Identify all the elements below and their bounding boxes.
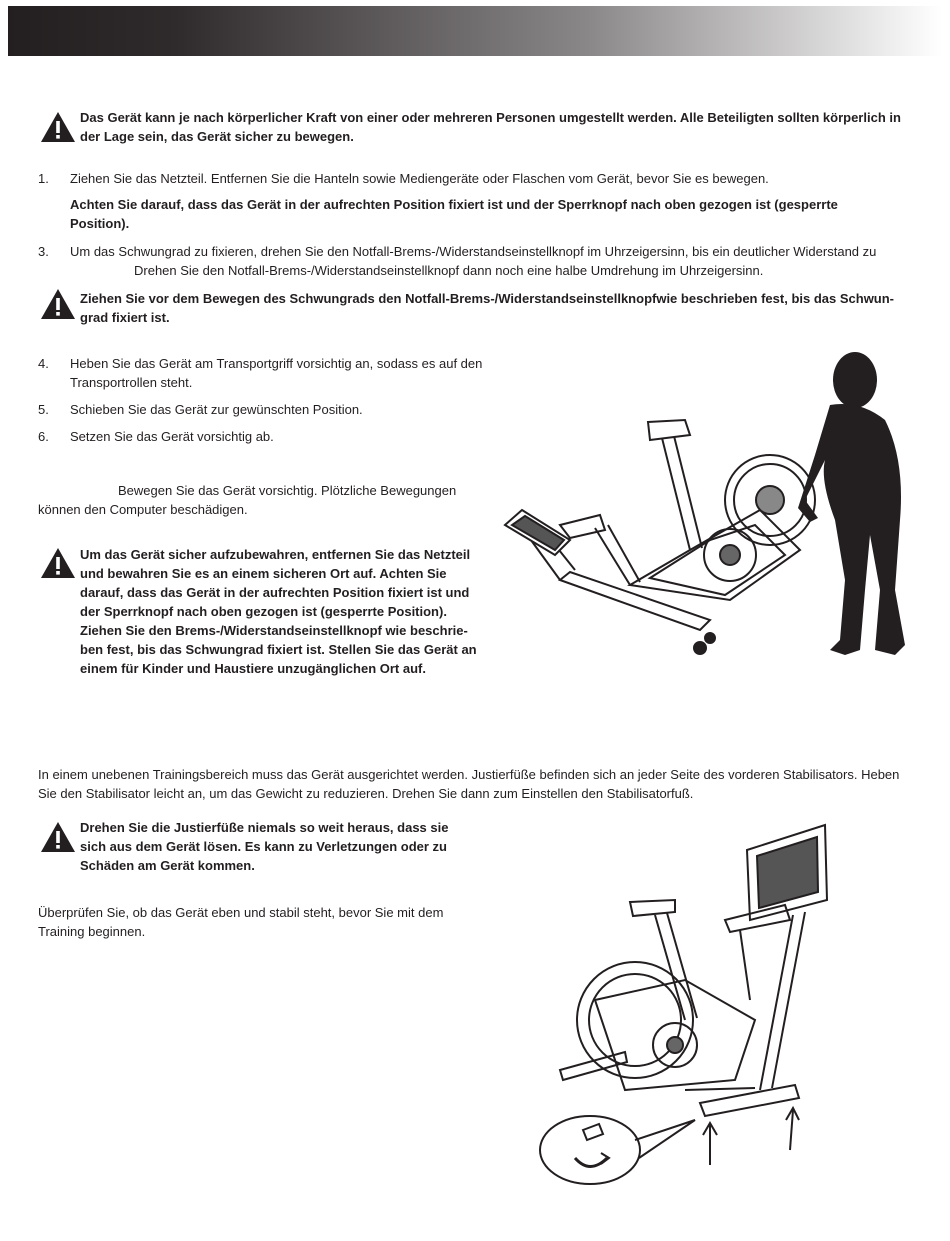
leveling-check: Überprüfen Sie, ob das Gerät eben und stabil steht, bevor Sie mit dem Training beginnen. — [38, 905, 444, 939]
step-text: Um das Schwungrad zu fixieren, drehen Sie den Notfall-Brems-/Widerstandseinstellknopf im Uhrzeigersinn, bis ein deutlicher Widerstand zu — [70, 244, 877, 259]
step-number: 3. — [38, 244, 49, 259]
leveling-intro: In einem unebenen Trainingsbereich muss das Gerät ausgerichtet werden. Justierfüße befinden sich an jeder Seite des vorderen Stabilisators. Heben Sie den Stabilisator leicht an, um das Gewicht zu reduzieren. Drehen Sie dann zum Einstellen den Stabilisatorfuß. — [38, 767, 900, 801]
step-text: Heben Sie das Gerät am Transportgriff vorsichtig an, sodass es auf den Transportrollen steht. — [70, 356, 483, 390]
notice-text: Bewegen Sie das Gerät vorsichtig. Plötzliche Bewegungen können den Computer beschädigen. — [38, 483, 457, 517]
step-text: Schieben Sie das Gerät zur gewünschten Position. — [70, 402, 363, 417]
warning-icon — [40, 288, 76, 320]
warning-icon — [40, 547, 76, 579]
warning-transport-persons: Das Gerät kann je nach körperlicher Kraft von einer oder mehreren Personen umgestellt werden. Alle Beteiligten sollten körperlich in der Lage sein, das Gerät sicher zu bewegen. — [80, 110, 901, 144]
step-number: 4. — [38, 356, 49, 371]
warning-leveling-feet: Drehen Sie die Justierfüße niemals so weit heraus, dass sie sich aus dem Gerät lösen. Es kann zu Verletzungen oder zu Schäden am Gerät kommen. — [80, 820, 449, 873]
warning-icon — [40, 111, 76, 143]
step-text: Setzen Sie das Gerät vorsichtig ab. — [70, 429, 274, 444]
step-number: 1. — [38, 171, 49, 186]
step-text: Ziehen Sie das Netzteil. Entfernen Sie die Hanteln sowie Mediengeräte oder Flaschen vom Gerät, bevor Sie es bewegen. — [70, 171, 769, 186]
step-text-locked-position: Achten Sie darauf, dass das Gerät in der aufrechten Position fixiert ist und der Sperrknopf nach oben gezogen ist (gesperrte Position). — [70, 197, 838, 231]
step-number: 5. — [38, 402, 49, 417]
person-moving-bike-illustration — [500, 350, 920, 665]
header-bar — [8, 6, 942, 56]
warning-icon — [40, 821, 76, 853]
bike-leveling-illustration — [535, 820, 835, 1185]
warning-flywheel-lock: Ziehen Sie vor dem Bewegen des Schwungrads den Notfall-Brems-/Widerstandseinstellknopfwie beschrieben fest, bis das Schwun-grad fixiert ist. — [80, 291, 895, 325]
step-text-continued: Drehen Sie den Notfall-Brems-/Widerstandseinstellknopf dann noch eine halbe Umdrehung im Uhrzeigersinn. — [134, 263, 764, 278]
step-number: 6. — [38, 429, 49, 444]
warning-storage: Um das Gerät sicher aufzubewahren, entfernen Sie das Netzteil und bewahren Sie es an einem sicheren Ort auf. Achten Sie darauf, dass das Gerät in der aufrechten Position fixiert ist und der Sperrknopf nach oben gezogen ist (gesperrte Position). Ziehen Sie den Brems-/Widerstandseinstellknopf wie beschrie-ben fest, bis das Schwungrad fixiert ist. Stellen Sie das Gerät an einem für Kinder und Haustiere unzugänglichen Ort auf. — [80, 547, 477, 676]
